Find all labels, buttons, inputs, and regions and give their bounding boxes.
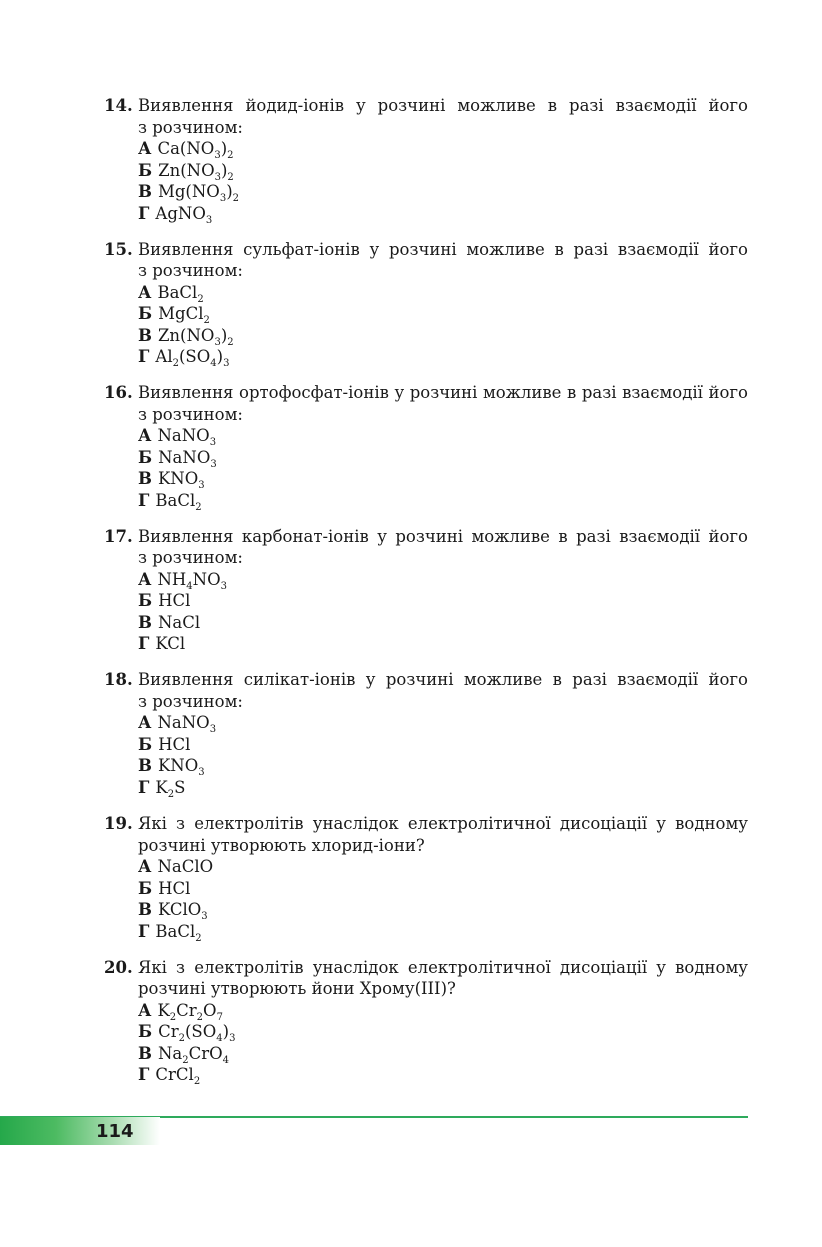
question-number: 20.	[104, 957, 133, 977]
question-text: Виявлення ортофосфат-іонів у розчині можливе в разі взаємодії його	[138, 383, 748, 403]
chemical-formula	[157, 282, 204, 305]
formula-part: KClO	[157, 900, 202, 919]
chemical-formula	[158, 879, 190, 898]
option-letter: А	[138, 139, 152, 158]
option-letter: Г	[138, 777, 150, 797]
chemical-formula	[157, 469, 205, 492]
chemical-formula	[157, 182, 239, 204]
answer-option	[138, 712, 748, 734]
formula-part: (SO	[178, 347, 211, 367]
answer-option	[138, 633, 748, 655]
question-text-continuation: з розчином:	[138, 404, 243, 424]
formula-subscript: 2	[169, 1011, 177, 1023]
chemical-formula	[155, 347, 230, 370]
chemical-formula	[155, 634, 185, 653]
question-text-continuation: з розчином:	[138, 261, 243, 281]
formula-subscript: 3	[214, 171, 221, 183]
question-item	[104, 239, 748, 368]
answer-options	[104, 569, 748, 655]
answer-option	[138, 425, 748, 447]
formula-part: NaNO	[157, 426, 210, 446]
formula-subscript: 2	[172, 358, 179, 370]
formula-subscript: 2	[203, 315, 210, 327]
question-text: Виявлення йодид-іонів у розчині можливе в разі взаємодії його	[138, 96, 748, 115]
chemical-formula	[158, 447, 217, 470]
chemical-formula	[157, 713, 217, 736]
answer-option	[138, 325, 748, 347]
option-letter: Г	[138, 490, 150, 510]
chemical-formula	[158, 304, 210, 327]
formula-part: KCl	[155, 634, 186, 654]
formula-subscript: 3	[229, 1033, 236, 1045]
answer-options	[104, 1000, 748, 1086]
formula-part: NaClO	[157, 857, 214, 876]
formula-part: BaCl	[155, 921, 196, 941]
formula-subscript: 2	[182, 1054, 189, 1066]
answer-option	[138, 1043, 748, 1065]
formula-subscript: 3	[201, 911, 208, 922]
question-text-line	[104, 239, 748, 261]
formula-subscript: 2	[227, 171, 234, 183]
formula-part: MgCl	[158, 304, 204, 324]
answer-option	[138, 490, 748, 512]
formula-subscript: 2	[167, 788, 175, 800]
chemical-formula	[155, 921, 202, 944]
formula-subscript: 3	[198, 767, 205, 779]
chemical-formula	[157, 900, 208, 922]
formula-part: HCl	[158, 878, 191, 898]
chemical-formula	[158, 1022, 236, 1045]
option-letter: Б	[138, 304, 153, 324]
question-item	[104, 382, 748, 511]
answer-option	[138, 138, 748, 160]
formula-part: )	[220, 160, 228, 180]
answer-option	[138, 203, 748, 225]
chemical-formula	[157, 756, 205, 779]
answer-option	[138, 590, 748, 612]
question-item	[104, 957, 748, 1086]
option-letter: Б	[138, 878, 153, 898]
formula-subscript: 3	[209, 724, 217, 736]
question-item	[104, 669, 748, 798]
formula-part: NaCl	[157, 612, 201, 632]
answer-options	[104, 712, 748, 798]
formula-subscript: 2	[232, 193, 239, 204]
question-text: Виявлення карбонат-іонів у розчині можливе в разі взаємодії його	[138, 526, 748, 546]
question-text-line	[104, 382, 748, 404]
formula-part: KNO	[157, 469, 199, 489]
option-letter: В	[138, 325, 152, 345]
question-text: Виявлення сульфат-іонів у розчині можливе в разі взаємодії його	[138, 239, 748, 259]
answer-option	[138, 1000, 748, 1022]
answer-option	[138, 921, 748, 943]
option-letter: В	[138, 756, 152, 776]
formula-part: S	[174, 777, 186, 797]
answer-option	[138, 282, 748, 304]
chemical-formula	[158, 613, 200, 632]
chemical-formula	[157, 857, 213, 876]
formula-part: HCl	[158, 591, 191, 611]
formula-subscript: 2	[195, 932, 202, 944]
question-text-continuation: розчині утворюють хлорид-іони?	[138, 835, 425, 855]
formula-part: CrO	[188, 1043, 223, 1063]
formula-part: BaCl	[155, 490, 196, 510]
formula-subscript: 7	[216, 1011, 223, 1023]
question-number: 16.	[104, 383, 133, 403]
formula-part: Zn(NO	[158, 160, 215, 180]
option-letter: В	[138, 182, 152, 201]
option-letter: В	[138, 612, 152, 632]
answer-option	[138, 569, 748, 591]
formula-subscript: 4	[222, 1054, 230, 1066]
question-text-continuation: з розчином:	[138, 117, 243, 137]
answer-option	[138, 899, 748, 921]
chemical-formula	[158, 591, 190, 610]
question-text-line	[104, 813, 748, 835]
question-number: 15.	[104, 239, 133, 259]
question-item	[104, 526, 748, 655]
answer-option	[138, 346, 748, 368]
question-text-continuation: розчині утворюють йони Хрому(ІІІ)?	[138, 979, 456, 999]
formula-subscript: 3	[198, 480, 205, 492]
formula-part: NO	[192, 569, 221, 589]
chemical-formula	[155, 777, 186, 800]
option-letter: А	[138, 857, 152, 876]
formula-subscript: 3	[205, 214, 213, 226]
answer-options	[104, 282, 748, 368]
formula-subscript: 3	[219, 193, 227, 204]
formula-part: HCl	[158, 734, 191, 754]
question-text-continuation: з розчином:	[138, 691, 243, 711]
question-number: 18.	[104, 670, 133, 690]
footer-page-tab	[0, 1117, 160, 1145]
formula-part: Cr	[176, 1000, 197, 1020]
option-letter: А	[138, 1000, 152, 1020]
answer-options	[104, 425, 748, 511]
formula-part: )	[220, 325, 228, 345]
option-letter: А	[138, 713, 152, 733]
chemical-formula	[157, 569, 227, 592]
option-letter: Г	[138, 347, 150, 367]
formula-subscript: 2	[195, 501, 202, 513]
formula-part: (SO	[185, 1022, 217, 1042]
option-letter: В	[138, 900, 152, 919]
formula-subscript: 2	[197, 293, 204, 305]
formula-subscript: 3	[220, 580, 227, 592]
answer-option	[138, 1021, 748, 1043]
answer-option	[138, 777, 748, 799]
formula-part: K	[155, 777, 168, 797]
answer-option	[138, 878, 748, 900]
answer-option	[138, 303, 748, 325]
answer-option	[138, 856, 748, 878]
question-text-line	[104, 95, 748, 117]
formula-subscript: 2	[227, 336, 234, 348]
formula-part: O	[203, 1000, 217, 1020]
option-letter: Г	[138, 1065, 150, 1085]
chemical-formula	[157, 1043, 230, 1066]
formula-part: NaNO	[157, 713, 210, 733]
formula-part: CrCl	[155, 1065, 194, 1085]
question-text-continuation: з розчином:	[138, 548, 243, 568]
formula-part: Zn(NO	[157, 325, 215, 345]
answer-option	[138, 160, 748, 182]
formula-part: BaCl	[157, 282, 198, 302]
formula-subscript: 2	[178, 1033, 185, 1045]
chemical-formula	[158, 735, 190, 754]
question-number: 17.	[104, 526, 133, 546]
chemical-formula	[155, 203, 213, 226]
formula-part: AgNO	[155, 203, 206, 223]
formula-part: Al	[155, 347, 173, 367]
answer-option	[138, 612, 748, 634]
formula-part: )	[226, 182, 233, 201]
answer-option	[138, 468, 748, 490]
question-number: 14.	[104, 96, 133, 115]
answer-option	[138, 755, 748, 777]
question-text-line	[104, 669, 748, 691]
option-letter: В	[138, 469, 152, 489]
formula-subscript: 3	[214, 336, 221, 348]
formula-subscript: 2	[227, 150, 234, 161]
option-letter: А	[138, 282, 152, 302]
formula-subscript: 4	[210, 358, 217, 370]
chemical-formula	[155, 490, 202, 513]
formula-subscript: 3	[223, 358, 230, 370]
formula-subscript: 3	[214, 150, 221, 161]
chemical-formula	[157, 426, 217, 449]
answer-option	[138, 734, 748, 756]
option-letter: Г	[138, 921, 150, 941]
question-text-line	[104, 957, 748, 979]
formula-subscript: 4	[186, 580, 193, 592]
answer-option	[138, 181, 748, 203]
option-letter: А	[138, 426, 152, 446]
question-text: Які з електролітів унаслідок електролітичної дисоціації у водному	[138, 814, 748, 833]
formula-part: Cr	[158, 1022, 179, 1042]
option-letter: Б	[138, 591, 153, 611]
formula-part: )	[220, 139, 228, 158]
formula-subscript: 3	[209, 437, 217, 449]
question-text: Виявлення силікат-іонів у розчині можливе в разі взаємодії його	[138, 670, 748, 690]
question-text-line	[104, 526, 748, 548]
formula-subscript: 3	[210, 458, 217, 470]
formula-subscript: 2	[196, 1011, 204, 1023]
option-letter: Г	[138, 634, 150, 654]
option-letter: Б	[138, 447, 153, 467]
answer-options	[104, 138, 748, 224]
question-item	[104, 95, 748, 224]
option-letter: А	[138, 569, 152, 589]
option-letter: В	[138, 1043, 152, 1063]
chemical-formula	[158, 160, 234, 183]
chemical-formula	[157, 325, 234, 348]
formula-part: NaNO	[158, 447, 211, 467]
formula-part: K	[157, 1000, 170, 1020]
formula-part: )	[222, 1022, 230, 1042]
formula-part: Na	[157, 1043, 183, 1063]
option-letter: Б	[138, 734, 153, 754]
answer-options	[104, 856, 748, 942]
page-number: 114	[96, 1121, 134, 1142]
formula-part: KNO	[157, 756, 199, 776]
question-text: Які з електролітів унаслідок електролітичної дисоціації у водному	[138, 957, 748, 977]
answer-option	[138, 1064, 748, 1086]
chemical-formula	[155, 1065, 201, 1088]
question-number: 19.	[104, 814, 133, 833]
formula-part: Mg(NO	[157, 182, 220, 201]
question-item	[104, 813, 748, 942]
formula-subscript: 2	[193, 1076, 201, 1088]
formula-part: NH	[157, 569, 187, 589]
formula-part: Ca(NO	[157, 139, 215, 158]
option-letter: Б	[138, 1022, 153, 1042]
chemical-formula	[157, 139, 234, 161]
formula-subscript: 4	[216, 1033, 223, 1045]
chemical-formula	[157, 1000, 223, 1023]
answer-option	[138, 447, 748, 469]
option-letter: Б	[138, 160, 153, 180]
formula-part: )	[216, 347, 224, 367]
option-letter: Г	[138, 203, 150, 223]
